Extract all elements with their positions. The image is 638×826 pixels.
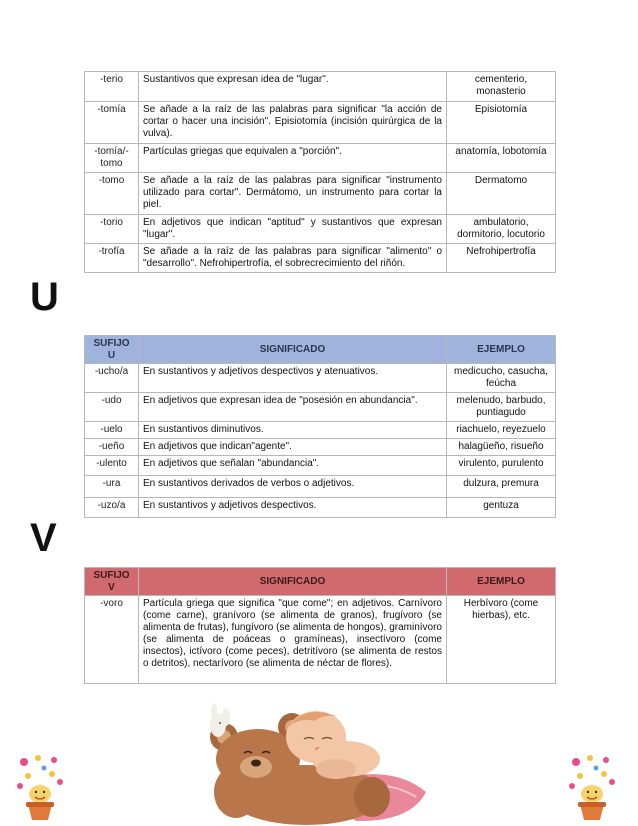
example-cell: ambulatorio, dormitorio, locutorio [447, 215, 556, 244]
meaning-cell: En adjetivos que indican "aptitud" y sustantivos que expresan "lugar". [139, 215, 447, 244]
header-suffix: SUFIJO V [85, 568, 139, 596]
suffix-table-v [84, 567, 556, 684]
example-cell: melenudo, barbudo, puntiagudo [447, 393, 556, 422]
table-row [85, 422, 556, 439]
example-cell: Nefrohipertrofía [447, 244, 556, 273]
suffix-cell: -uzo/a [85, 498, 139, 518]
meaning-cell: Se añade a la raíz de las palabras para significar "instrumento utilizado para cortar". Dermátomo, un instrumento para cortar la piel. [139, 173, 447, 215]
table-row [85, 498, 556, 518]
suffix-cell: -tomía [85, 102, 139, 144]
table-row [85, 173, 556, 215]
section-letter-v: V [30, 516, 57, 560]
suffix-table-t [84, 71, 556, 273]
example-cell: cementerio, monasterio [447, 72, 556, 102]
header-meaning: SIGNIFICADO [139, 568, 447, 596]
example-cell: riachuelo, reyezuelo [447, 422, 556, 439]
example-cell: halagüeño, risueño [447, 439, 556, 456]
meaning-cell: En adjetivos que señalan "abundancia". [139, 456, 447, 476]
meaning-cell: En sustantivos y adjetivos despectivos. [139, 498, 447, 518]
example-cell: Herbívoro (come hierbas), etc. [447, 596, 556, 684]
meaning-cell: En adjetivos que expresan idea de "posesión en abundancia". [139, 393, 447, 422]
example-cell: medicucho, casucha, feúcha [447, 364, 556, 393]
meaning-cell: Sustantivos que expresan idea de "lugar". [139, 72, 447, 102]
flower-pot-right-icon [566, 752, 618, 822]
table-row [85, 244, 556, 273]
header-meaning: SIGNIFICADO [139, 336, 447, 364]
flower-pot-left-icon [14, 752, 66, 822]
table-row [85, 456, 556, 476]
meaning-cell: Se añade a la raíz de las palabras para significar "la acción de cortar o hacer una incisión". Episiotomía (incisión quirúrgica de la vulva). [139, 102, 447, 144]
suffix-table-u [84, 335, 556, 518]
suffix-cell: -ulento [85, 456, 139, 476]
meaning-cell: En sustantivos derivados de verbos o adjetivos. [139, 476, 447, 498]
table-header-row [85, 568, 556, 596]
meaning-cell: Partícula griega que significa "que come"; en adjetivos. Carnívoro (come carne), granívoro (se alimenta de granos), frugívoro (se alimenta de frutas), fungívoro (se alimenta de hongos), graminívoro (se alimenta de poáceas o gramíneas), insectívoro (come insectos), ictívoro (come peces), detritívoro (se alimenta de restos o detritos), nectarívoro (se alimenta de néctar de flores). [139, 596, 447, 684]
meaning-cell: En sustantivos y adjetivos despectivos y atenuativos. [139, 364, 447, 393]
suffix-cell: -ueño [85, 439, 139, 456]
suffix-cell: -udo [85, 393, 139, 422]
table-row [85, 393, 556, 422]
meaning-cell: Se añade a la raíz de las palabras para significar "alimento" o "desarrollo". Nefrohipertrofía, el sobrecrecimiento del riñón. [139, 244, 447, 273]
example-cell: virulento, purulento [447, 456, 556, 476]
suffix-cell: -tomo [85, 173, 139, 215]
suffix-cell: -trofía [85, 244, 139, 273]
table-row [85, 144, 556, 173]
table-row [85, 476, 556, 498]
meaning-cell: En sustantivos diminutivos. [139, 422, 447, 439]
suffix-cell: -voro [85, 596, 139, 684]
table-row [85, 439, 556, 456]
table-row [85, 364, 556, 393]
suffix-cell: -torio [85, 215, 139, 244]
suffix-cell: -terio [85, 72, 139, 102]
example-cell: dulzura, premura [447, 476, 556, 498]
meaning-cell: En adjetivos que indican"agente". [139, 439, 447, 456]
suffix-cell: -ucho/a [85, 364, 139, 393]
example-cell: gentuza [447, 498, 556, 518]
sleeping-baby-teddy-bear-icon [196, 697, 446, 825]
section-letter-u: U [30, 275, 59, 319]
example-cell: anatomía, lobotomía [447, 144, 556, 173]
header-suffix: SUFIJO U [85, 336, 139, 364]
suffix-cell: -ura [85, 476, 139, 498]
table-row [85, 72, 556, 102]
table-row [85, 215, 556, 244]
example-cell: Episiotomía [447, 102, 556, 144]
table-row [85, 102, 556, 144]
table-row [85, 596, 556, 684]
header-example: EJEMPLO [447, 568, 556, 596]
suffix-cell: -uelo [85, 422, 139, 439]
table-header-row [85, 336, 556, 364]
example-cell: Dermatomo [447, 173, 556, 215]
suffix-cell: -tomía/-tomo [85, 144, 139, 173]
meaning-cell: Partículas griegas que equivalen a "porción". [139, 144, 447, 173]
header-example: EJEMPLO [447, 336, 556, 364]
